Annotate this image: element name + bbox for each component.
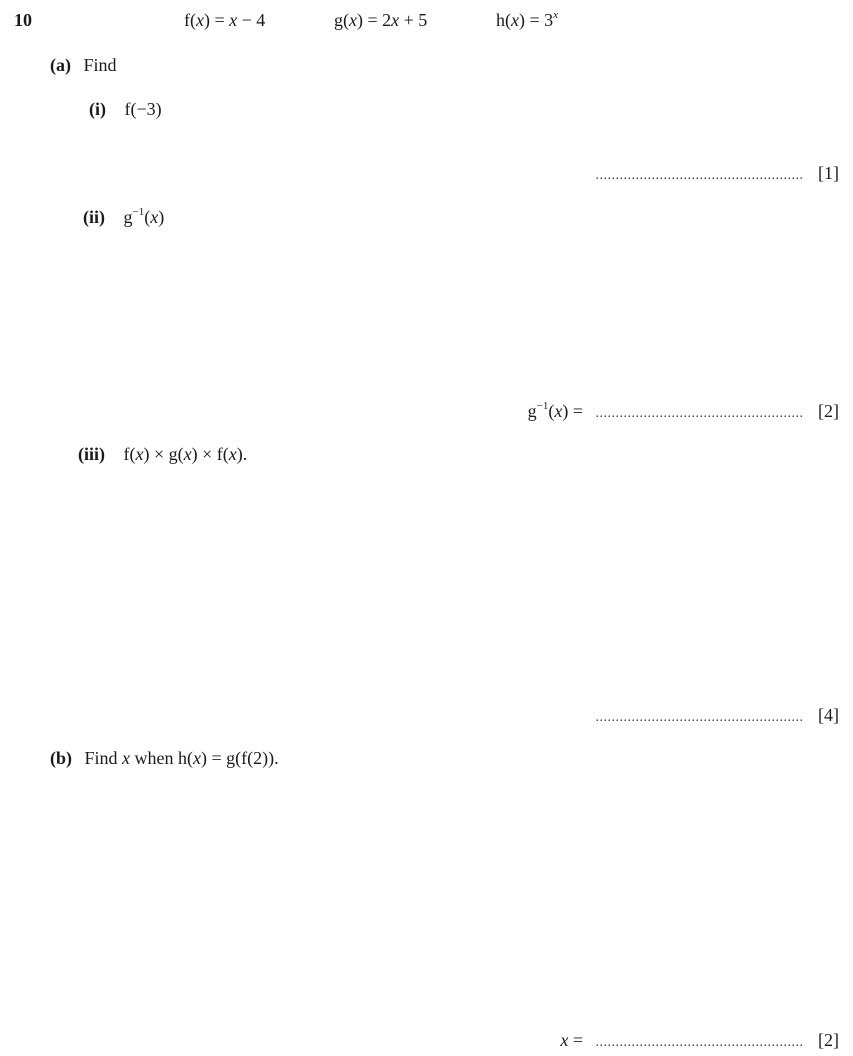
answer-dots[interactable]: ....................................................: [595, 1035, 804, 1050]
answer-dots[interactable]: ....................................................: [595, 406, 804, 421]
part-b-answer-line: [560, 1029, 839, 1054]
part-a-iii-answer-line: [596, 704, 840, 729]
part-a-iii-expression: f(x) × g(x) × f(x).: [123, 444, 248, 464]
definition-g: g(x) = 2x + 5: [334, 10, 428, 30]
answer-dots[interactable]: ....................................................: [595, 168, 804, 183]
answer-prefix: $g^{-1}(x)$ =: [527, 400, 583, 421]
part-a-iii: [78, 443, 247, 465]
part-a-ii-answer-line: [528, 400, 839, 425]
part-a-i-answer-line: [596, 162, 840, 187]
marks-label: [4]: [818, 705, 839, 725]
part-a-ii: [83, 206, 164, 228]
part-a-iii-label: (iii): [78, 444, 105, 464]
part-b-label: (b): [50, 748, 72, 768]
part-a-i-expression: f(−3): [124, 99, 162, 119]
definition-f: f(x) = x − 4: [184, 10, 266, 30]
part-a-i-label: (i): [89, 99, 106, 119]
marks-label: [1]: [818, 163, 839, 183]
part-b: [50, 747, 279, 769]
part-a-i: [89, 98, 162, 120]
question-number: 10: [14, 10, 32, 30]
answer-dots[interactable]: ....................................................: [595, 710, 804, 725]
marks-label: [2]: [818, 1030, 839, 1050]
answer-prefix: x =: [560, 1030, 583, 1050]
part-b-text: Find x when h(x) = g(f(2)).: [84, 748, 279, 768]
part-a-text: Find: [83, 55, 117, 75]
part-a-heading: [50, 54, 117, 76]
part-a-ii-expression: $g^{-1}(x)$: [123, 206, 165, 227]
part-a-label: (a): [50, 55, 71, 75]
marks-label: [2]: [818, 401, 839, 421]
definition-h: $h(x) = 3^x$: [496, 9, 559, 30]
part-a-ii-label: (ii): [83, 207, 105, 227]
